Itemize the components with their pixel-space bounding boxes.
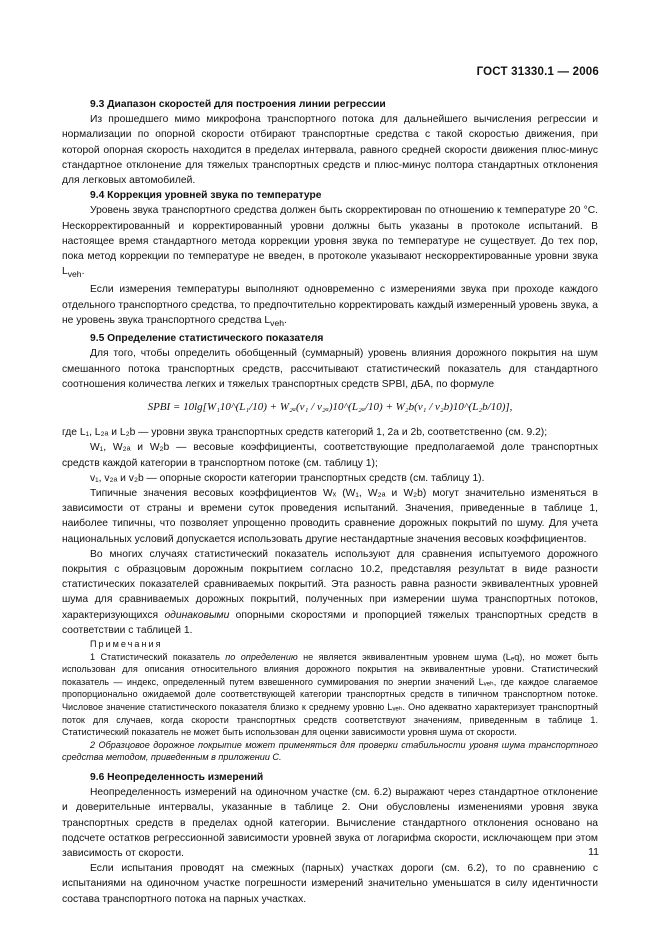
section-9-6-paragraph-1: Неопределенность измерений на одиночном участке (см. 6.2) выражают через стандартное отклонение и доверительные интервалы, указанные в таблице 2. Они обусловлены изменениями уровня звука транспортных средств в пределах одной категории. Вычисление стандартного отклонения основано на подсчете остатков регрессионной зависимости уровней звука от логарифма скорости, исключающем при этом зависимость от скорости. (62, 787, 598, 859)
note-2: 2 Образцовое дорожное покрытие может применяться для проверки стабильности уровня шума транспортного средства методом, приведенным в приложении С. (62, 739, 598, 763)
document-header: ГОСТ 31330.1 — 2006 (476, 66, 599, 78)
section-9-3-paragraph: Из прошедшего мимо микрофона транспортного потока для дальнейшего вычисления регрессии и нормализации по опорной скорости отбирают транспортные средства с такой скоростью движения, при которой опорная скорость находится в пределах интервала, равного средней скорости движения плюс-минус стандартное отклонение для тяжелых транспортных средств и плюс-минус полтора стандартных отклонения для легковых автомобилей. (62, 114, 598, 187)
section-9-6-title: 9.6 Неопределенность измерений (90, 771, 264, 783)
section-9-6-paragraph-2: Если испытания проводят на смежных (парных) участках дороги (см. 6.2), то по сравнению с испытаниями на одиночном участке погрешности измерений значительно уменьшатся в силу идентичности состава транспортного потока на парных участках. (62, 863, 598, 905)
formula-where-1: где L₁, L₂ₐ и L₂b — уровни звука транспортных средств категорий 1, 2а и 2b, соответственно (см. 9.2); (62, 427, 548, 439)
section-9-3-title: 9.3 Диапазон скоростей для построения линии регрессии (90, 99, 386, 110)
formula-where-3: v₁, v₂ₐ и v₂b — опорные скорости категории транспортных средств (см. таблицу 1). (90, 472, 485, 484)
section-9-5-title: 9.5 Определение статистического показателя (90, 333, 324, 345)
section-9-4-title: 9.4 Коррекция уровней звука по температуре (90, 190, 322, 202)
section-9-4-paragraph-2: Если измерения температуры выполняют одновременно с измерениями звука при проходе каждого отдельного транспортного средства, то предпочтительно корректировать каждый измеренный уровень звука, а не уровень звука транспортного средства $L_{veh}$. (62, 284, 598, 328)
page-content (62, 97, 598, 907)
section-9-5-paragraph-3: Во многих случаях статистический показатель используют для сравнения испытуемого дорожного покрытия с образцовым дорожным покрытием согласно 10.2, представляя результат в виде разности статистических показателей сравниваемых покрытий. Эта разность равна разности эквивалентных уровней шума для сравниваемых дорожных покрытий, полученных при измерении шума транспортных потоков, характеризующихся одинаковыми опорными скоростями и пропорцией тяжелых транспортных средств в соответствии с таблицей 1. (62, 548, 598, 636)
section-9-4-paragraph-1: Уровень звука транспортного средства должен быть скорректирован по отношению к температуре 20 °С. Нескорректированный и корректированный уровни должны быть указаны в протоколе испытаний. В настоящее время стандартного метода коррекции уровня звука по температуре не существует. До тех пор, пока метод коррекции по температуре не введен, в протоколе указывают нескорректированные уровни звука $L_{veh}$. (62, 205, 598, 280)
page-number: 11 (588, 846, 599, 858)
note-1: 1 Статистический показатель по определению не является эквивалентным уровнем шума (Lₑq), но может быть использован для описания относительного влияния дорожного покрытия на эквивалентные уровни. Статистический показатель — индекс, определенный путем взвешенного суммирования по энергии значений Lᵥₑₕ, где каждое слагаемое пропорционально ожидаемой доле соответствующей категории транспортных средств в типичном транспортном потоке. Числовое значение статистического показателя близко к среднему уровню Lᵥₑₕ. Оно адекватно характеризует транспортный поток для случаев, когда скорости транспортных средств соответствуют значениям, приведенным в таблице 1. Статистический показатель не может быть использован для оценки зависимости уровня шума от скорости. (62, 651, 598, 738)
notes-heading: Примечания (90, 639, 163, 649)
section-9-5-paragraph-2: Типичные значения весовых коэффициентов Wₓ (W₁, W₂ₐ и W₂b) могут значительно изменяться в зависимости от страны и времени суток проведения испытаний. Значения, приведенные в таблице 1, наиболее типичны, что позволяет упрощенно проводить сравнение дорожных покрытий по шуму. Для учета национальных условий допускается использовать другие нестандартные значения весовых коэффициентов. (62, 487, 598, 545)
formula-where-2: W₁, W₂ₐ и W₂b — весовые коэффициенты, соответствующие предполагаемой доле транспортных средств каждой категории в транспортном потоке (см. таблицу 1); (62, 442, 598, 469)
spbi-formula: SPBI = 10lg[W₁10^(L₁/10) + W₂ₐ(v₁ / v₂ₐ)10^(L₂ₐ/10) + W₂b(v₁ / v₂b)10^(L₂b/10)], (147, 400, 513, 413)
section-9-5-paragraph-1: Для того, чтобы определить обобщенный (суммарный) уровень влияния дорожного покрытия на шум смешанного потока транспортных средств, рассчитывают статистический показатель для стандартного соотношения количества легких и тяжелых транспортных средств SPBI, дБА, по формуле (62, 348, 598, 390)
